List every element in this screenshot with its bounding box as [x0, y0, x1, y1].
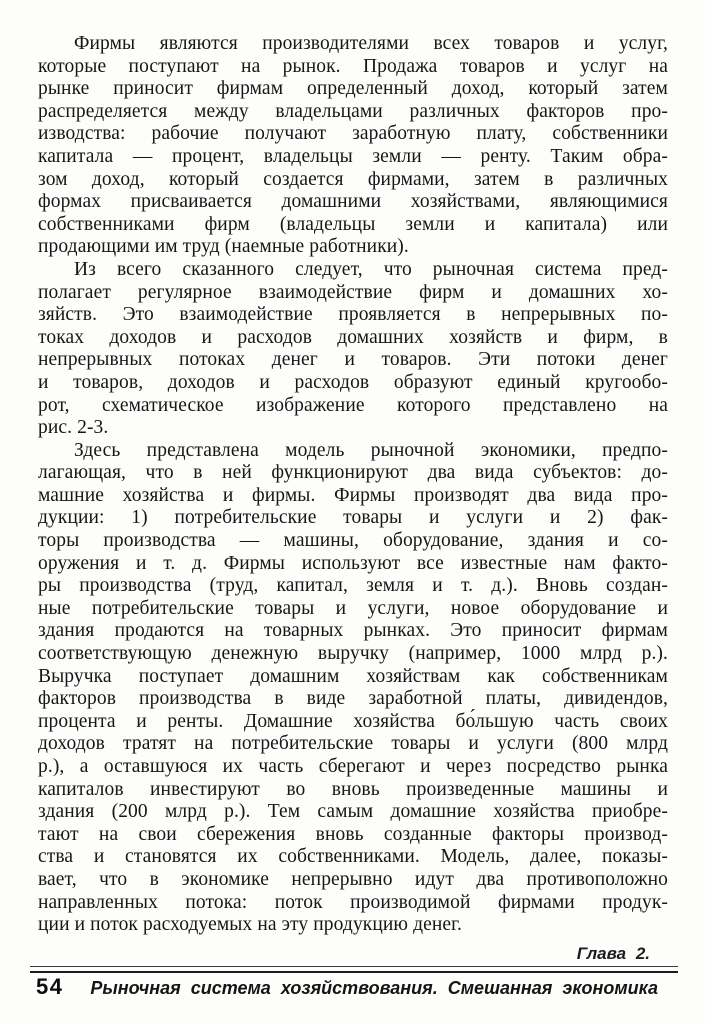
text-line: р.), а оставшуюся их часть сберегают и через посредство рынка	[38, 756, 668, 777]
text-line: процента и ренты. Домашние хозяйства бо́льшую часть своих	[38, 710, 668, 732]
page-number: 54	[36, 974, 64, 999]
text-line: зяйств. Это взаимодействие проявляется в непрерывных по-	[38, 304, 668, 326]
text-line: дукции: 1) потребительские товары и услуги и 2) фак-	[38, 507, 668, 529]
page-body-text	[38, 33, 668, 937]
text-line: факторов производства в виде заработной платы, дивидендов,	[38, 688, 668, 710]
paragraph	[38, 33, 668, 259]
text-line: непрерывных потоках денег и товаров. Эти потоки денег	[38, 349, 668, 371]
text-line: ные потребительские товары и услуги, новое оборудование и	[38, 597, 668, 619]
paragraph	[38, 440, 668, 937]
text-line: токах доходов и расходов домашних хозяйств и фирм, в	[38, 326, 668, 348]
text-line: распределяется между владельцами различных факторов про-	[38, 100, 668, 122]
footer-divider	[30, 971, 678, 973]
text-line: тают на свои сбережения вновь созданные факторы производ-	[38, 823, 668, 845]
text-line: рынке приносит фирмам определенный доход, который затем	[38, 78, 668, 100]
text-line: направленных потока: поток производимой фирмами продук-	[38, 891, 668, 913]
text-line: изводства: рабочие получают заработную плату, собственники	[38, 123, 668, 145]
text-line: формах присваивается домашними хозяйствами, являющимися	[38, 191, 668, 213]
page-footer	[30, 944, 678, 1000]
text-line: ции и поток расходуемых на эту продукцию денег.	[38, 914, 463, 936]
text-line: рот, схематическое изображение которого представлено на	[38, 394, 668, 416]
text-line: и товаров, доходов и расходов образуют единый кругообо-	[38, 371, 668, 393]
text-line: ры производства (труд, капитал, земля и т. д.). Вновь создан-	[38, 575, 668, 597]
text-line: собственниками фирм (владельцы земли и капитала) или	[38, 213, 668, 235]
chapter-label: Глава 2.	[576, 944, 650, 963]
text-line: ства и становятся их собственниками. Модель, далее, показы-	[38, 846, 668, 868]
text-line: Фирмы являются производителями всех товаров и услуг,	[74, 33, 668, 54]
text-line: торы производства — машины, оборудование, здания и со-	[38, 530, 668, 552]
text-line: зом доход, который создается фирмами, затем в различных	[38, 168, 668, 190]
text-line: полагает регулярное взаимодействие фирм и домашних хо-	[38, 281, 668, 303]
text-line: здания (200 млрд р.). Тем самым домашние хозяйства приобре-	[38, 801, 668, 823]
chapter-label-row	[30, 944, 678, 967]
text-line: доходов тратят на потребительские товары и услуги (800 млрд	[38, 733, 668, 755]
text-line: вает, что в экономике непрерывно идут два противоположно	[38, 868, 668, 890]
text-line: Из всего сказанного следует, что рыночная система пред-	[74, 258, 668, 280]
paragraph	[38, 259, 668, 440]
text-line: Выручка поступает домашним хозяйствам как собственникам	[38, 665, 668, 687]
text-line: Здесь представлена модель рыночной экономики, предпо-	[74, 439, 668, 461]
text-line: рис. 2-3.	[38, 417, 109, 439]
text-line: продающими им труд (наемные работники).	[38, 236, 409, 258]
text-line: капитала — процент, владельцы земли — ренту. Таким обра-	[38, 145, 668, 167]
text-line: соответствующую денежную выручку (например, 1000 млрд р.).	[38, 643, 668, 665]
text-line: лагающая, что в ней функционируют два вида субъектов: до-	[38, 462, 668, 484]
text-line: машние хозяйства и фирмы. Фирмы производят два вида про-	[38, 484, 668, 506]
text-line: оружения и т. д. Фирмы используют все известные нам факто-	[38, 552, 668, 574]
text-line: капиталов инвестируют во вновь произведенные машины и	[38, 778, 668, 800]
text-line: здания продаются на товарных рынках. Это приносит фирмам	[38, 620, 668, 642]
footer-row	[30, 974, 678, 1000]
running-title: Рыночная система хозяйствования. Смешанная экономика	[90, 978, 658, 998]
text-line: которые поступают на рынок. Продажа товаров и услуг на	[38, 55, 668, 77]
